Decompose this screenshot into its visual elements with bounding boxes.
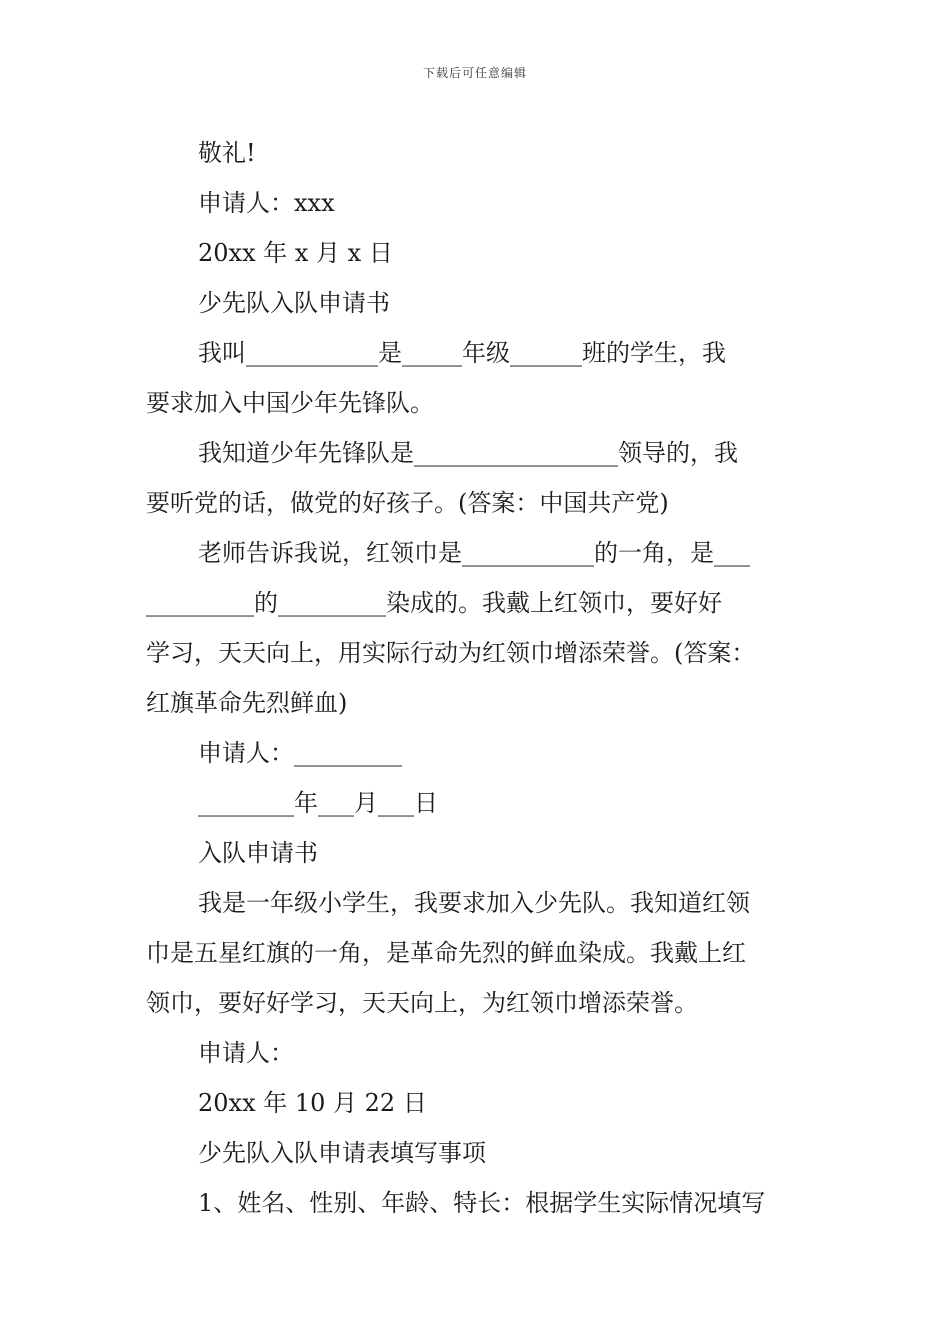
- section-title: 少先队入队申请书: [198, 289, 390, 317]
- text-line: 学习，天天向上，用实际行动为红领巾增添荣誉。(答案：: [146, 639, 756, 667]
- text-line: 我是一年级小学生，我要求加入少先队。我知道红领: [198, 889, 750, 917]
- text-line: _________的_________染成的。我戴上红领巾，要好好: [146, 589, 722, 617]
- text-line: ________年___月___日: [198, 789, 438, 817]
- text-line: 我叫___________是_____年级______班的学生，我: [198, 339, 726, 367]
- text-line: 20xx 年 x 月 x 日: [198, 239, 393, 267]
- page-header-note: 下载后可任意编辑: [422, 66, 527, 80]
- text-line: 申请人：: [198, 1039, 294, 1067]
- text-line: 20xx 年 10 月 22 日: [198, 1089, 427, 1117]
- text-line: 申请人：xxx: [198, 189, 335, 217]
- text-line: 要求加入中国少年先锋队。: [146, 389, 434, 417]
- text-line: 申请人：_________: [198, 739, 402, 767]
- text-line: 领巾，要好好学习，天天向上，为红领巾增添荣誉。: [146, 989, 698, 1017]
- text-line: 敬礼!: [198, 139, 256, 167]
- section-title: 入队申请书: [198, 839, 318, 867]
- text-line: 要听党的话，做党的好孩子。(答案：中国共产党): [146, 489, 669, 517]
- text-line: 红旗革命先烈鲜血): [146, 689, 348, 717]
- text-line: 1、姓名、性别、年龄、特长：根据学生实际情况填写: [198, 1189, 766, 1217]
- text-line: 巾是五星红旗的一角，是革命先烈的鲜血染成。我戴上红: [146, 939, 746, 967]
- text-line: 老师告诉我说，红领巾是___________的一角，是___: [198, 539, 750, 567]
- document-body: [146, 128, 808, 1228]
- text-line: 我知道少年先锋队是_________________领导的，我: [198, 439, 738, 467]
- section-title: 少先队入队申请表填写事项: [198, 1139, 486, 1167]
